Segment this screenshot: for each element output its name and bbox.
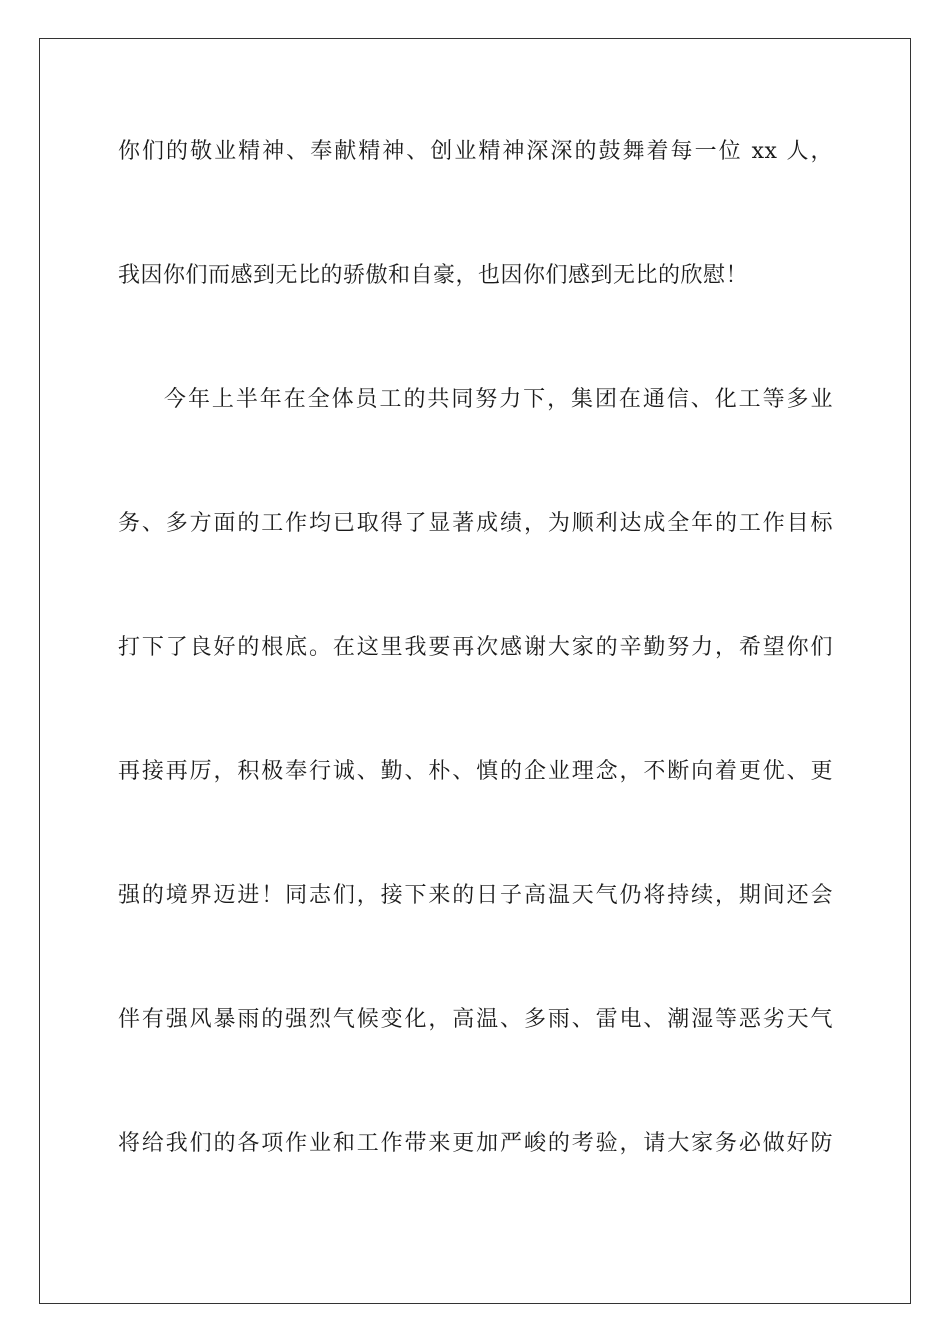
text-line: 强的境界迈进！同志们，接下来的日子高温天气仍将持续，期间还会	[118, 883, 833, 908]
text-line: 将给我们的各项作业和工作带来更加严峻的考验，请大家务必做好防	[118, 1131, 833, 1156]
text-line: 务、多方面的工作均已取得了显著成绩，为顺利达成全年的工作目标	[118, 511, 833, 536]
text-line: 再接再厉，积极奉行诚、勤、朴、慎的企业理念，不断向着更优、更	[118, 759, 833, 784]
paragraph-start-line: 今年上半年在全体员工的共同努力下，集团在通信、化工等多业	[164, 387, 833, 412]
text-line: 伴有强风暴雨的强烈气候变化，高温、多雨、雷电、潮湿等恶劣天气	[118, 1007, 833, 1032]
text-line: 你们的敬业精神、奉献精神、创业精神深深的鼓舞着每一位 xx 人，	[118, 139, 833, 164]
text-line: 打下了良好的根底。在这里我要再次感谢大家的辛勤努力，希望你们	[118, 635, 833, 660]
document-body	[118, 120, 833, 1236]
text-line: 我因你们而感到无比的骄傲和自豪，也因你们感到无比的欣慰！	[118, 263, 749, 288]
